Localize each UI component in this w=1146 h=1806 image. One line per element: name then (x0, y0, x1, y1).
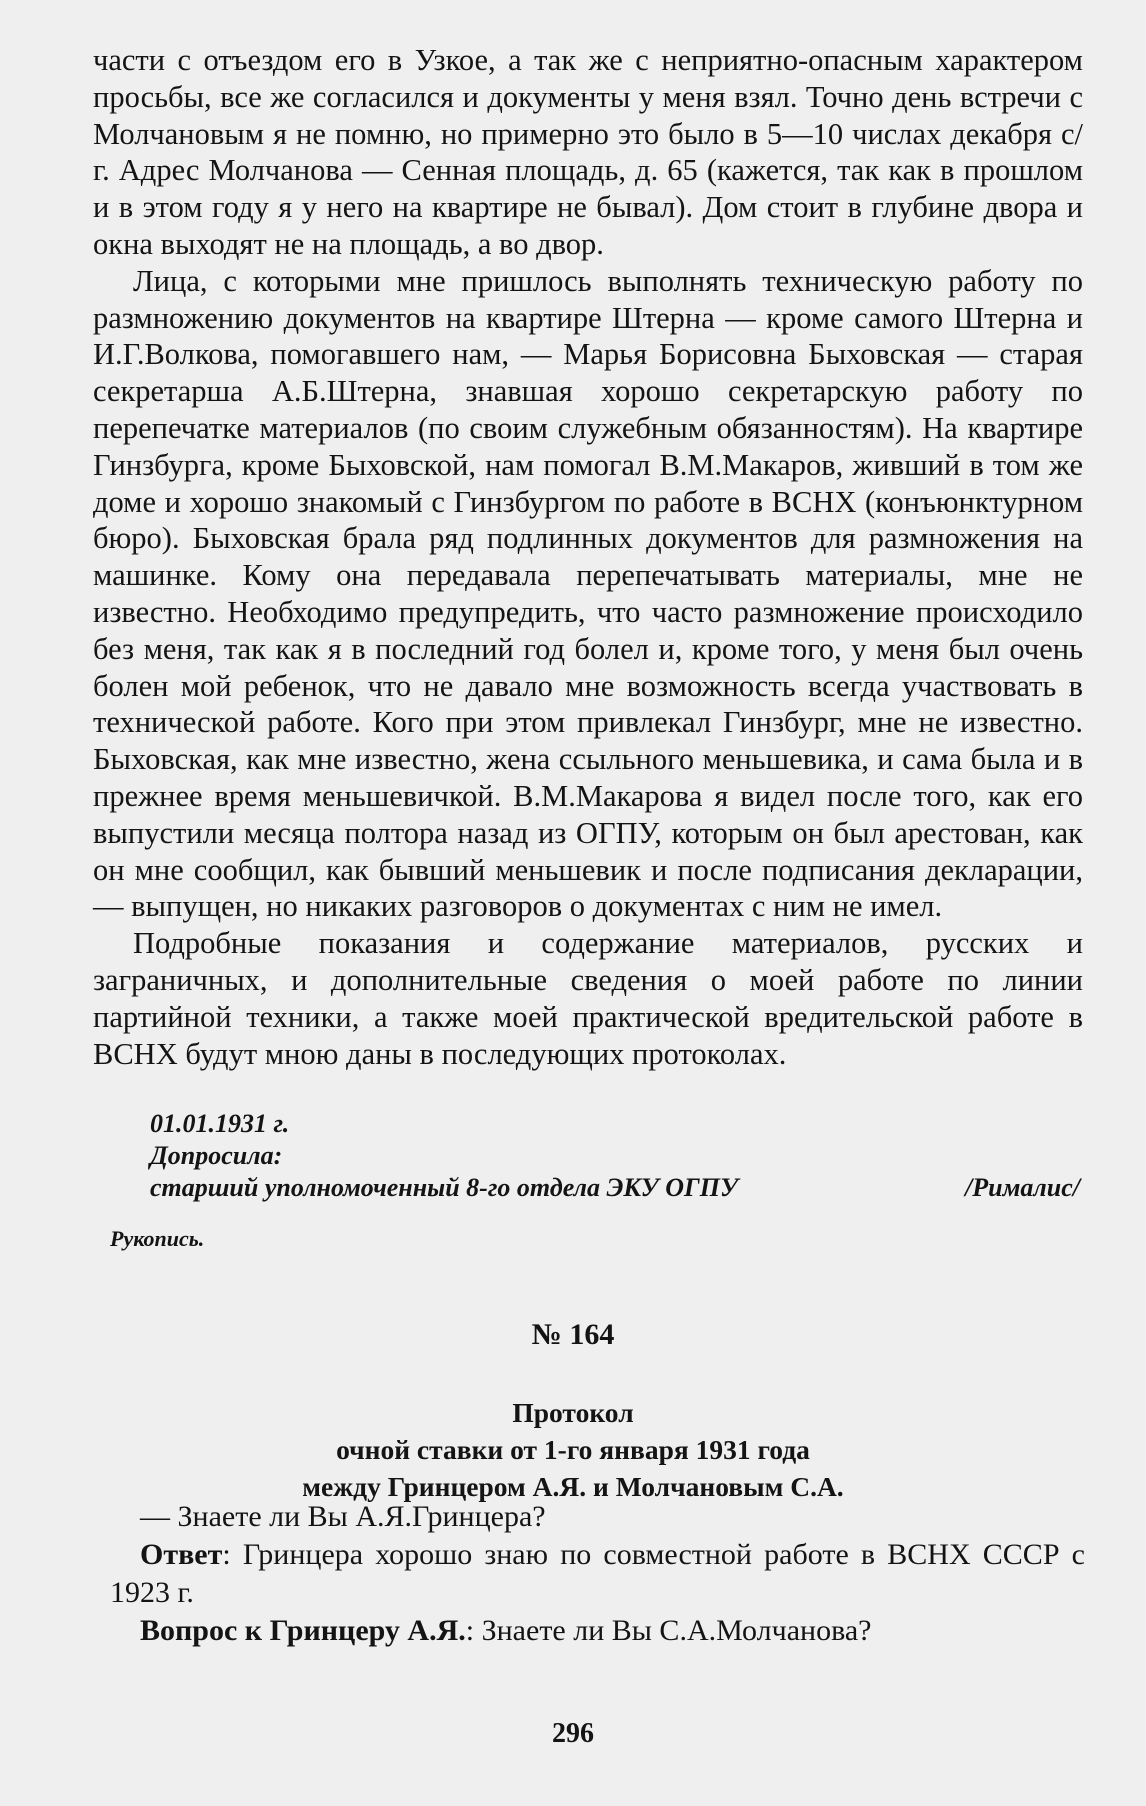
answer-label: Ответ (140, 1538, 223, 1571)
protocol-title-line-3: между Гринцером А.Я. и Молчановым С.А. (302, 1471, 844, 1502)
protocol-title-line-2: очной ставки от 1-го января 1931 года (336, 1434, 810, 1465)
document-number: № 164 (531, 1318, 615, 1351)
question-2-label: Вопрос к Гринцеру А.Я. (140, 1614, 466, 1647)
answer-1 (110, 1536, 1085, 1612)
signature-block (150, 1108, 1080, 1204)
body-text (93, 42, 1083, 1072)
question-1: — Знаете ли Вы А.Я.Гринцера? (140, 1500, 546, 1533)
protocol-title (0, 1394, 1146, 1505)
page-number: 296 (552, 1718, 594, 1749)
signature-name: /Рималис/ (965, 1173, 1080, 1202)
paragraph-1: части с отъездом его в Узкое, а так же с неприятно-опасным характером просьбы, все же согласился и документы у меня взял. Точно день встречи с Молчановым я не помню, но примерно это было в 5—10 числах декабря с/г. Адрес Молчанова — Сенная площадь, д. 65 (кажется, так как в прошлом и в этом году я у него на квартире не бывал). Дом стоит в глубине двора и окна выходят не на площадь, а во двор. (93, 43, 1083, 261)
question-2 (110, 1612, 1085, 1650)
signature-line (150, 1172, 1080, 1204)
question-2-text: : Знаете ли Вы С.А.Молчанова? (465, 1614, 872, 1647)
signature-position: старший уполномоченный 8-го отдела ЭКУ ОГПУ (150, 1173, 739, 1202)
dialogue (110, 1498, 1085, 1650)
signature-interrogated-label: Допросила: (150, 1141, 283, 1170)
paragraph-3: Подробные показания и содержание материалов, русских и заграничных, и дополнительные сведения о моей работе по линии партийной техники, а также моей практической вредительской работе в ВСНХ будут мною даны в последующих протоколах. (93, 926, 1083, 1071)
manuscript-note: Рукопись. (110, 1226, 205, 1251)
answer-text: : Гринцера хорошо знаю по совместной работе в ВСНХ СССР с 1923 г. (110, 1538, 1085, 1609)
protocol-title-line-1: Протокол (512, 1397, 634, 1428)
paragraph-2: Лица, с которыми мне пришлось выполнять техническую работу по размножению документов на квартире Штерна — кроме самого Штерна и И.Г.Волкова, помогавшего нам, — Марья Борисовна Быховская — старая секретарша А.Б.Штерна, знавшая хорошо секретарскую работу по перепечатке материалов (по своим служебным обязанностям). На квартире Гинзбурга, кроме Быховской, нам помогал В.М.Макаров, живший в том же доме и хорошо знакомый с Гинзбургом по работе в ВСНХ (конъюнктурном бюро). Быховская брала ряд подлинных документов для размножения на машинке. Кому она передавала перепечатывать материалы, мне не известно. Необходимо предупредить, что часто размножение происходило без меня, так как я в последний год болел и, кроме того, у меня был очень болен мой ребенок, что не давало мне возможность всегда участвовать в технической работе. Кого при этом привлекал Гинзбург, мне не известно. Быховская, как мне известно, жена ссыльного меньшевика, и сама была и в прежнее время меньшевичкой. В.М.Макарова я видел после того, как его выпустили месяца полтора назад из ОГПУ, которым он был арестован, как он мне сообщил, как бывший меньшевик и после подписания декларации, — выпущен, но никаких разговоров о документах с ним не имел. (93, 263, 1083, 924)
signature-date: 01.01.1931 г. (150, 1109, 290, 1138)
